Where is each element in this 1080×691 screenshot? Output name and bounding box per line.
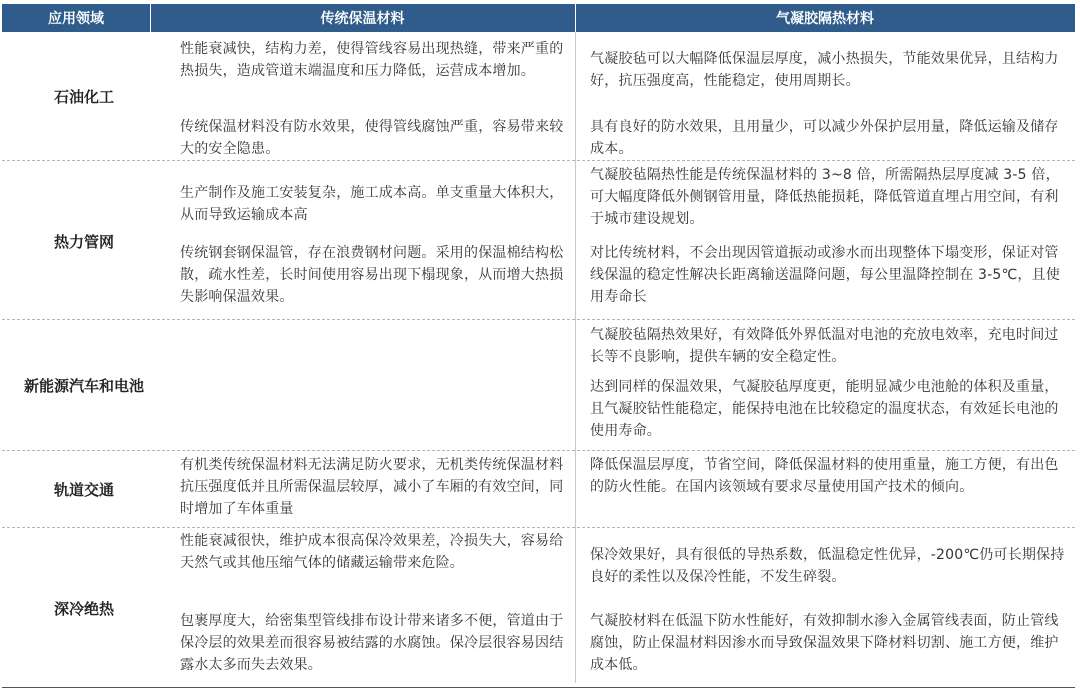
- table-cell-traditional: 包裹厚度大，给密集型管线排布设计带来诸多不便，管道由于保冷层的效果差而很容易被结露的水腐蚀。保冷层很容易因结露水太多而失去效果。: [180, 613, 564, 673]
- table-cell-aerogel: 气凝胶毡隔热性能是传统保温材料的 3~8 倍，所需隔热层厚度减 3-5 倍，可大幅度降低外侧钢管用量，降低热能损耗，降低管道直埋占用空间，有利于城市建设规划。: [590, 167, 1060, 227]
- table-cell-aerogel: 对比传统材料，不会出现因管道振动或渗水而出现整体下塌变形，保证对管线保温的稳定性解决长距离输送温降问题，每公里温降控制在 3-5℃，且使用寿命长: [590, 245, 1061, 305]
- table-cell-traditional: 传统保温材料没有防水效果，使得管线腐蚀严重，容易带来较大的安全隐患。: [180, 119, 564, 157]
- table-cell-traditional: 性能衰减很快，维护成本很高保冷效果差，冷损失大，容易给天然气或其他压缩气体的储藏运输带来危险。: [180, 533, 564, 571]
- table-cell-aerogel: 达到同样的保温效果，气凝胶毡厚度更，能明显减少电池舱的体积及重量，且气凝胶钻性能稳定，能保持电池在比较稳定的温度状态，有效延长电池的使用寿命。: [590, 379, 1059, 439]
- row-domain-petrochemical: 石油化工: [53, 87, 114, 106]
- table-cell-traditional: 有机类传统保温材料无法满足防火要求，无机类传统保温材料抗压强度低并且所需保温层较厚，减小了车厢的有效空间，同时增加了车体重量: [180, 457, 564, 517]
- header-divider: [575, 4, 576, 32]
- table-cell-aerogel: 保冷效果好，具有很低的导热系数，低温稳定性优异，-200℃仍可长期保持良好的柔性以及保冷性能，不发生碎裂。: [590, 547, 1065, 585]
- row-domain-new-energy: 新能源汽车和电池: [23, 376, 144, 395]
- row-domain-cryogenic: 深冷绝热: [53, 599, 114, 618]
- header-domain: 应用领域: [2, 4, 150, 32]
- column-divider: [575, 32, 576, 683]
- table-cell-aerogel: 气凝胶毡隔热效果好，有效降低外界低温对电池的充放电效率，充电时间过长等不良影响，提供车辆的安全稳定性。: [590, 327, 1059, 365]
- table-cell-aerogel: 具有良好的防水效果，且用量少，可以减少外保护层用量，降低运输及储存成本。: [590, 119, 1059, 157]
- row-domain-heating-network: 热力管网: [53, 232, 114, 251]
- table-cell-traditional: 传统钢套钢保温管，存在浪费钢材问题。采用的保温棉结构松散，疏水性差，长时间使用容易出现下榻现象，从而增大热损失影响保温效果。: [180, 245, 564, 305]
- table-cell-traditional: 生产制作及施工安装复杂，施工成本高。单支重量大体积大，从而导致运输成本高: [180, 185, 564, 223]
- row-domain-rail-transit: 轨道交通: [53, 480, 114, 499]
- header-traditional: 传统保温材料: [150, 4, 575, 32]
- table-bottom-border: [2, 687, 1075, 688]
- header-aerogel: 气凝胶隔热材料: [575, 4, 1075, 32]
- table-cell-aerogel: 气凝胶材料在低温下防水性能好，有效抑制水渗入金属管线表面，防止管线腐蚀，防止保温材料因渗水而导致保温效果下降材料切割、施工方便，维护成本低。: [590, 613, 1059, 673]
- table-cell-traditional: 性能衰减快，结构力差，使得管线容易出现热缝，带来严重的热损失，造成管道末端温度和压力降低，运营成本增加。: [180, 41, 564, 79]
- table-cell-aerogel: 气凝胶毡可以大幅降低保温层厚度，减小热损失，节能效果优异，且结构力好，抗压强度高，性能稳定，使用周期长。: [590, 51, 1059, 89]
- table-cell-aerogel: 降低保温层厚度，节省空间，降低保温材料的使用重量，施工方便，有出色的防火性能。在国内该领域有要求尽量使用国产技术的倾向。: [590, 457, 1059, 495]
- header-divider: [150, 4, 151, 32]
